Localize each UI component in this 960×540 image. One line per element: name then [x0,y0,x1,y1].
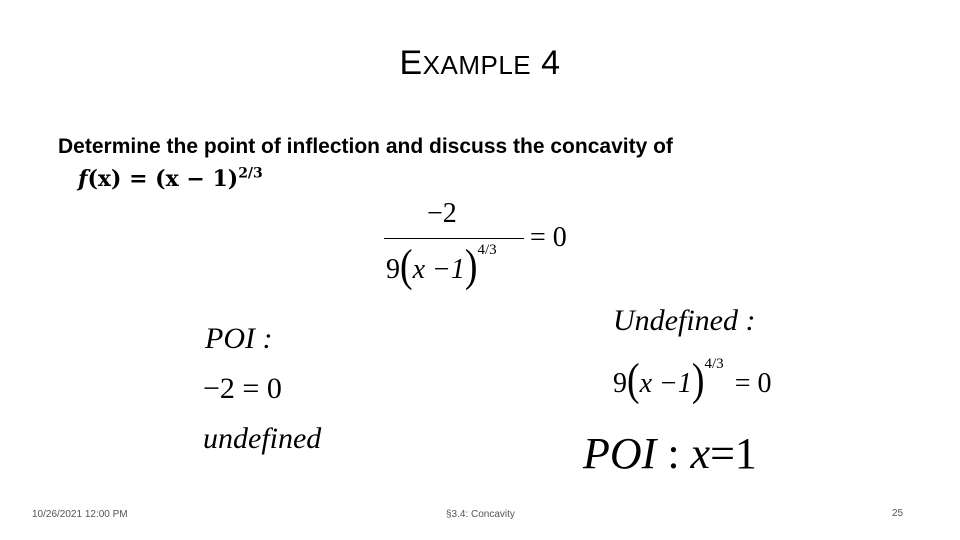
function-name: f [78,166,88,192]
main-numerator: −2 [427,198,457,229]
main-inner: x −1 [412,254,465,285]
slide-title [0,44,960,83]
main-close-paren: ) [464,240,478,292]
function-base: x − 1 [165,166,228,192]
main-open-paren: ( [400,240,413,292]
main-rhs: = 0 [530,222,567,253]
poi-var: x [690,429,711,478]
title-first-letter: E [399,44,423,82]
problem-prompt: Determine the point of inflection and discuss the concavity of [58,135,673,158]
title-rest: XAMPLE [422,50,532,80]
right-rhs: = 0 [734,368,772,399]
left-heading-text: POI : [205,322,273,355]
right-open-paren: ( [627,354,640,406]
left-heading [205,322,272,356]
function-exponent: 2/3 [238,165,263,182]
poi-label: POI [583,429,657,478]
poi-result [583,428,757,479]
right-exponent: 4/3 [704,355,724,372]
function-arg: (x) [87,166,122,192]
right-heading: Undefined : [613,304,756,337]
function-close: ) [227,166,239,192]
right-close-paren: ) [691,354,705,406]
poi-rhs: =1 [710,429,757,478]
main-equation [382,196,582,296]
left-equation: −2 = 0 [203,372,282,405]
poi-colon: : [667,429,680,478]
main-exponent: 4/3 [477,241,497,258]
footer-page-number: 25 [892,508,904,519]
right-equation [613,354,772,406]
function-definition [78,166,263,192]
function-eq: = ( [121,166,166,192]
title-number: 4 [541,44,561,82]
right-coef: 9 [613,368,627,399]
right-inner: x −1 [639,368,692,399]
main-denominator [386,240,497,292]
footer-section: §3.4: Concavity [446,509,515,520]
left-result: undefined [203,422,322,455]
main-coef: 9 [386,254,400,285]
footer-date: 10/26/2021 12:00 PM [32,509,128,520]
